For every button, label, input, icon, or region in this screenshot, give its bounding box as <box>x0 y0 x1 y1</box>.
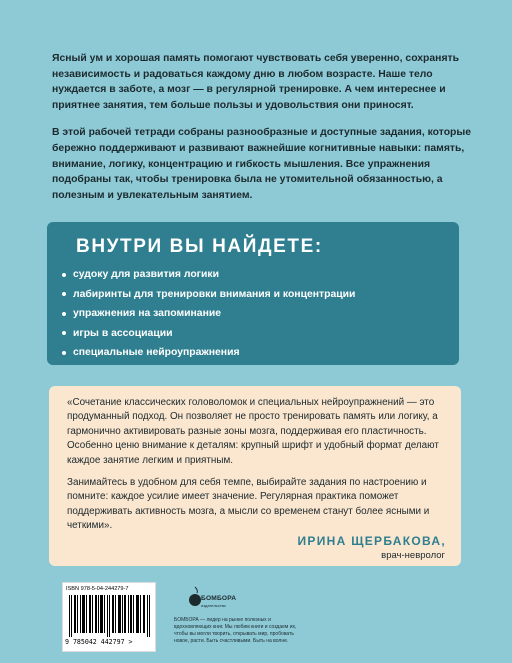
inside-item-label: игры в ассоциации <box>73 327 173 339</box>
intro-paragraph: В этой рабочей тетради собраны разнообразные и доступные задания, которые бережно поддерживают и развивают важнейшие когнитивные навыки: память, внимание, логику, концентрацию и гибкость мышления. Все упражнения подобраны так, чтобы тренировка была не утомительной обязанностью, а полезным и увлекательным занятием. <box>52 127 472 201</box>
barcode <box>62 582 156 652</box>
inside-list-item <box>62 343 355 363</box>
inside-list-item <box>62 324 355 344</box>
inside-item-label: упражнения на запоминание <box>73 308 222 319</box>
barcode-number: 9 785042 442797 > <box>65 638 133 646</box>
publisher-description: БОМБОРА — лидер на рынке полезных и вдохновляющих книг. Мы любим книги и создаем их, чтобы вы могли творить, открывать мир, пробовать новое, расти. Быть счастливыми. Быть на волне. <box>174 617 297 644</box>
testimonial-author-role: врач-невролог <box>381 550 445 561</box>
publisher-subtitle: издательство <box>201 603 226 608</box>
inside-title: ВНУТРИ ВЫ НАЙДЕТЕ: <box>76 236 323 257</box>
inside-list-item <box>62 265 355 285</box>
testimonial-paragraph: «Сочетание классических головоломок и специальных нейроупражнений — это продуманный подход. Он позволяет не просто тренировать память или логику, а гармонично активировать разные зоны мозга, поддерживая его пластичность. Особенно ценю внимание к деталям: крупный шрифт и удобный формат делают каждое занятие легким и приятным. <box>67 397 439 466</box>
inside-box <box>47 222 459 365</box>
inside-item-label: судоку для развития логики <box>73 269 219 280</box>
inside-list-item <box>62 304 355 324</box>
isbn-label: ISBN 978-5-04-244279-7 <box>66 586 129 592</box>
testimonial-author: ИРИНА ЩЕРБАКОВА, <box>297 534 446 548</box>
publisher-name: БОМБОРА <box>201 595 237 602</box>
bullet-icon <box>62 331 66 335</box>
bullet-icon <box>62 292 66 296</box>
inside-list <box>62 265 355 363</box>
bullet-icon <box>62 312 66 316</box>
testimonial-box <box>49 386 461 566</box>
inside-item-label: лабиринты для тренировки внимания и концентрации <box>73 288 356 300</box>
testimonial-paragraph: Занимайтесь в удобном для себя темпе, выбирайте задания по настроению и помните: каждое усилие имеет значение. Регулярная практика поможет поддерживать активность мозга, а мысли со временем станут более ясными и четкими». <box>67 477 430 532</box>
inside-list-item <box>62 285 355 305</box>
publisher-logo <box>189 586 245 614</box>
intro-paragraph: Ясный ум и хорошая память помогают чувствовать себя уверенно, сохранять независимость и радоваться каждому дню в любом возрасте. Наше тело нуждается в заботе, а мозг — в регулярной тренировке. А чем интереснее и приятнее занятия, тем больше пользы и удовольствия они приносят. <box>52 53 459 111</box>
barcode-bars-icon <box>69 595 151 637</box>
bullet-icon <box>62 351 66 355</box>
bomb-icon <box>189 586 201 608</box>
intro-text <box>52 51 472 215</box>
bullet-icon <box>62 273 66 277</box>
inside-item-label: специальные нейроупражнения <box>73 347 240 358</box>
testimonial-text <box>67 396 447 542</box>
